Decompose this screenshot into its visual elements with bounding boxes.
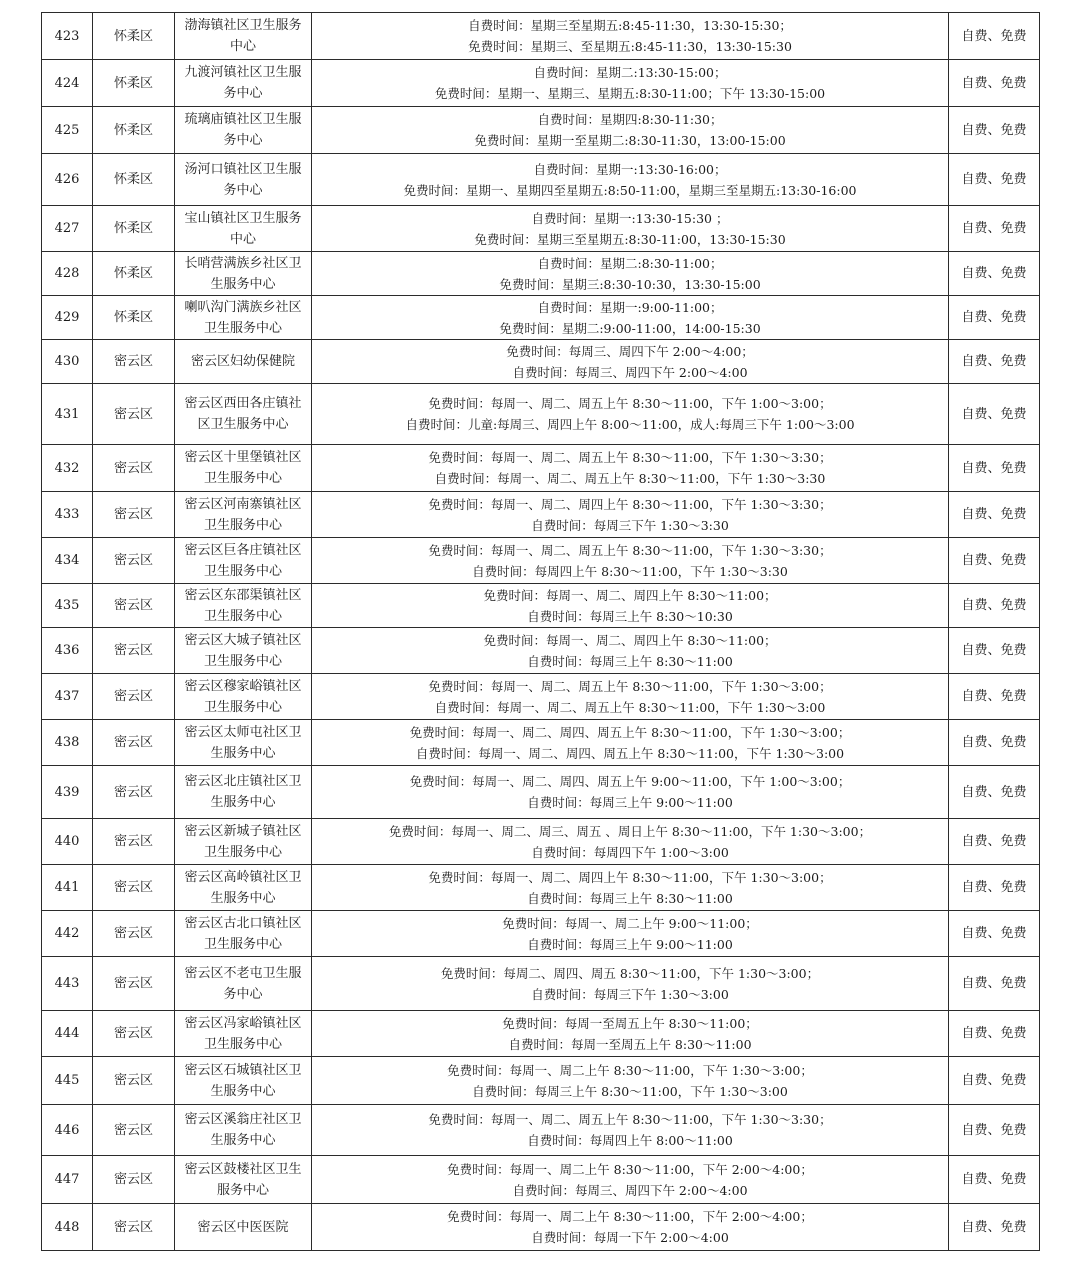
fee-type-cell: 自费、免费 (949, 252, 1040, 296)
table-body (42, 13, 1040, 1251)
service-time-line-1: 免费时间：每周三、周四下午 2:00～4:00； (506, 343, 754, 359)
fee-type-cell: 自费、免费 (949, 296, 1040, 340)
facility-name-cell: 琉璃庙镇社区卫生服务中心 (175, 107, 312, 154)
table-row (42, 154, 1040, 206)
facility-name-cell: 密云区巨各庄镇社区卫生服务中心 (175, 538, 312, 584)
table-row (42, 538, 1040, 584)
facility-name-cell: 密云区妇幼保健院 (175, 340, 312, 384)
row-number-cell: 437 (42, 674, 93, 720)
table-row (42, 384, 1040, 445)
table-row (42, 1156, 1040, 1204)
service-time-line-1: 免费时间：每周二、周四、周五 8:30～11:00，下午 1:30～3:00； (440, 965, 820, 981)
fee-type-cell: 自费、免费 (949, 1057, 1040, 1105)
clinic-schedule-table (41, 12, 1040, 1251)
district-cell: 怀柔区 (93, 13, 175, 60)
fee-type-cell: 自费、免费 (949, 492, 1040, 538)
service-time-cell (312, 13, 949, 60)
table-row (42, 1105, 1040, 1156)
row-number-cell: 439 (42, 766, 93, 819)
table-row (42, 1204, 1040, 1251)
service-time-line-1: 自费时间：星期四:8:30-11:30； (537, 112, 723, 127)
fee-type-cell: 自费、免费 (949, 154, 1040, 206)
service-time-line-2: 免费时间：星期二:9:00-11:00，14:00-15:30 (499, 320, 761, 336)
fee-type-cell: 自费、免费 (949, 584, 1040, 628)
table-row (42, 865, 1040, 911)
service-time-line-2: 自费时间：每周三、周四下午 2:00～4:00 (512, 364, 748, 380)
table-row (42, 107, 1040, 154)
district-cell: 密云区 (93, 1011, 175, 1057)
service-time-cell (312, 340, 949, 384)
service-time-line-1: 自费时间：星期三至星期五:8:45-11:30，13:30-15:30； (468, 18, 792, 33)
district-cell: 密云区 (93, 819, 175, 865)
service-time-line-1: 自费时间：星期一:9:00-11:00； (537, 299, 723, 315)
district-cell: 怀柔区 (93, 60, 175, 107)
service-time-line-2: 自费时间：儿童:每周三、周四上午 8:00～11:00，成人:每周三下午 1:00～3:00 (405, 417, 855, 432)
district-cell: 怀柔区 (93, 296, 175, 340)
service-time-line-1: 免费时间：每周一、周二、周四上午 8:30～11:00，下午 1:30～3:00； (428, 869, 832, 885)
service-time-line-1: 免费时间：每周一、周二、周五上午 8:30～11:00，下午 1:30～3:00； (428, 678, 832, 694)
service-time-line-1: 免费时间：每周一、周二、周四上午 8:30～11:00，下午 1:30～3:30； (428, 496, 832, 512)
district-cell: 怀柔区 (93, 252, 175, 296)
facility-name-cell: 密云区西田各庄镇社区卫生服务中心 (175, 384, 312, 445)
service-time-line-2: 自费时间：每周一至周五上午 8:30～11:00 (508, 1036, 752, 1052)
service-time-cell (312, 1011, 949, 1057)
district-cell: 密云区 (93, 492, 175, 538)
service-time-cell (312, 1156, 949, 1204)
service-time-line-2: 自费时间：每周四下午 1:00～3:00 (531, 844, 729, 860)
row-number-cell: 444 (42, 1011, 93, 1057)
district-cell: 密云区 (93, 1057, 175, 1105)
row-number-cell: 423 (42, 13, 93, 60)
fee-type-cell: 自费、免费 (949, 206, 1040, 252)
service-time-line-2: 自费时间：每周一下午 2:00～4:00 (531, 1230, 729, 1245)
facility-name-cell: 汤河口镇社区卫生服务中心 (175, 154, 312, 206)
service-time-line-2: 自费时间：每周三上午 9:00～11:00 (527, 936, 733, 952)
district-cell: 怀柔区 (93, 107, 175, 154)
service-time-cell (312, 445, 949, 492)
facility-name-cell: 密云区河南寨镇社区卫生服务中心 (175, 492, 312, 538)
fee-type-cell: 自费、免费 (949, 384, 1040, 445)
service-time-cell (312, 206, 949, 252)
service-time-cell (312, 720, 949, 766)
row-number-cell: 425 (42, 107, 93, 154)
service-time-line-2: 自费时间：每周三下午 1:30～3:30 (531, 517, 729, 533)
service-time-line-2: 自费时间：每周三上午 9:00～11:00 (527, 795, 733, 810)
table-row (42, 584, 1040, 628)
facility-name-cell: 密云区东邵渠镇社区卫生服务中心 (175, 584, 312, 628)
service-time-line-2: 免费时间：星期三至星期五:8:30-11:00，13:30-15:30 (474, 231, 786, 247)
service-time-line-2: 免费时间：星期一至星期二:8:30-11:30，13:00-15:00 (474, 133, 786, 148)
service-time-cell (312, 584, 949, 628)
fee-type-cell: 自费、免费 (949, 538, 1040, 584)
service-time-line-1: 免费时间：每周一、周二上午 9:00～11:00； (502, 915, 758, 931)
fee-type-cell: 自费、免费 (949, 819, 1040, 865)
service-time-cell (312, 296, 949, 340)
service-time-line-1: 免费时间：每周一、周二上午 8:30～11:00，下午 2:00～4:00； (447, 1161, 813, 1177)
fee-type-cell: 自费、免费 (949, 1156, 1040, 1204)
table-row (42, 492, 1040, 538)
district-cell: 密云区 (93, 445, 175, 492)
service-time-line-1: 自费时间：星期二:13:30-15:00； (533, 65, 727, 80)
service-time-line-1: 免费时间：每周一、周二上午 8:30～11:00，下午 2:00～4:00； (447, 1209, 813, 1224)
service-time-cell (312, 911, 949, 957)
table-row (42, 340, 1040, 384)
service-time-line-2: 自费时间：每周三下午 1:30～3:00 (531, 986, 729, 1002)
fee-type-cell: 自费、免费 (949, 13, 1040, 60)
row-number-cell: 428 (42, 252, 93, 296)
service-time-line-2: 自费时间：每周一、周二、周四、周五上午 8:30～11:00，下午 1:30～3:00 (415, 745, 845, 761)
service-time-line-1: 免费时间：每周一、周二、周五上午 8:30～11:00，下午 1:30～3:30； (428, 542, 832, 558)
table-row (42, 206, 1040, 252)
fee-type-cell: 自费、免费 (949, 1011, 1040, 1057)
table-row (42, 445, 1040, 492)
row-number-cell: 446 (42, 1105, 93, 1156)
service-time-line-1: 免费时间：每周一、周二、周五上午 8:30～11:00，下午 1:00～3:00； (428, 396, 832, 411)
table-row (42, 1057, 1040, 1105)
fee-type-cell: 自费、免费 (949, 911, 1040, 957)
facility-name-cell: 密云区冯家峪镇社区卫生服务中心 (175, 1011, 312, 1057)
facility-name-cell: 九渡河镇社区卫生服务中心 (175, 60, 312, 107)
service-time-line-1: 免费时间：每周一、周二、周五上午 8:30～11:00，下午 1:30～3:30； (428, 450, 832, 465)
facility-name-cell: 密云区北庄镇社区卫生服务中心 (175, 766, 312, 819)
facility-name-cell: 长哨营满族乡社区卫生服务中心 (175, 252, 312, 296)
district-cell: 密云区 (93, 957, 175, 1011)
district-cell: 密云区 (93, 584, 175, 628)
table-row (42, 766, 1040, 819)
district-cell: 密云区 (93, 766, 175, 819)
fee-type-cell: 自费、免费 (949, 865, 1040, 911)
table-row (42, 296, 1040, 340)
facility-name-cell: 密云区太师屯社区卫生服务中心 (175, 720, 312, 766)
table-row (42, 628, 1040, 674)
service-time-line-2: 自费时间：每周一、周二、周五上午 8:30～11:00，下午 1:30～3:00 (434, 699, 826, 715)
service-time-cell (312, 252, 949, 296)
district-cell: 密云区 (93, 674, 175, 720)
facility-name-cell: 密云区溪翁庄社区卫生服务中心 (175, 1105, 312, 1156)
table-row (42, 911, 1040, 957)
service-time-line-1: 自费时间：星期一:13:30-16:00； (533, 161, 727, 177)
service-time-line-2: 自费时间：每周三上午 8:30～11:00 (527, 653, 733, 669)
district-cell: 密云区 (93, 865, 175, 911)
service-time-cell (312, 492, 949, 538)
service-time-line-1: 免费时间：每周一、周二、周四上午 8:30～11:00； (483, 632, 777, 648)
service-time-line-2: 自费时间：每周三上午 8:30～11:00，下午 1:30～3:00 (472, 1083, 788, 1099)
row-number-cell: 443 (42, 957, 93, 1011)
fee-type-cell: 自费、免费 (949, 1204, 1040, 1251)
table-row (42, 674, 1040, 720)
table-row (42, 957, 1040, 1011)
service-time-cell (312, 1204, 949, 1251)
facility-name-cell: 密云区新城子镇社区卫生服务中心 (175, 819, 312, 865)
district-cell: 密云区 (93, 1204, 175, 1251)
facility-name-cell: 密云区鼓楼社区卫生服务中心 (175, 1156, 312, 1204)
fee-type-cell: 自费、免费 (949, 107, 1040, 154)
facility-name-cell: 宝山镇社区卫生服务中心 (175, 206, 312, 252)
service-time-line-2: 自费时间：每周三上午 8:30～11:00 (527, 890, 733, 906)
table-row (42, 252, 1040, 296)
fee-type-cell: 自费、免费 (949, 60, 1040, 107)
table-row (42, 819, 1040, 865)
service-time-line-1: 免费时间：每周一、周二、周四、周五上午 9:00～11:00，下午 1:00～3:00； (409, 774, 851, 789)
row-number-cell: 442 (42, 911, 93, 957)
table-row (42, 13, 1040, 60)
row-number-cell: 431 (42, 384, 93, 445)
row-number-cell: 434 (42, 538, 93, 584)
row-number-cell: 426 (42, 154, 93, 206)
service-time-line-1: 免费时间：每周一、周二、周三、周五 、周日上午 8:30～11:00，下午 1:30～3:00； (388, 823, 872, 839)
service-time-line-1: 免费时间：每周一、周二、周五上午 8:30～11:00，下午 1:30～3:30； (428, 1112, 832, 1127)
service-time-cell (312, 60, 949, 107)
fee-type-cell: 自费、免费 (949, 1105, 1040, 1156)
row-number-cell: 429 (42, 296, 93, 340)
service-time-line-2: 自费时间：每周三、周四下午 2:00～4:00 (512, 1182, 748, 1198)
row-number-cell: 424 (42, 60, 93, 107)
service-time-cell (312, 819, 949, 865)
facility-name-cell: 渤海镇社区卫生服务中心 (175, 13, 312, 60)
service-time-line-1: 免费时间：每周一、周二上午 8:30～11:00，下午 1:30～3:00； (447, 1062, 813, 1078)
district-cell: 怀柔区 (93, 206, 175, 252)
service-time-line-1: 自费时间：星期二:8:30-11:00； (537, 255, 723, 271)
facility-name-cell: 密云区穆家峪镇社区卫生服务中心 (175, 674, 312, 720)
row-number-cell: 438 (42, 720, 93, 766)
facility-name-cell: 密云区中医医院 (175, 1204, 312, 1251)
row-number-cell: 432 (42, 445, 93, 492)
district-cell: 密云区 (93, 384, 175, 445)
service-time-cell (312, 1057, 949, 1105)
service-time-line-1: 免费时间：每周一至周五上午 8:30～11:00； (502, 1015, 758, 1031)
district-cell: 密云区 (93, 1105, 175, 1156)
table-row (42, 60, 1040, 107)
facility-name-cell: 密云区石城镇社区卫生服务中心 (175, 1057, 312, 1105)
service-time-line-2: 免费时间：星期一、星期四至星期五:8:50-11:00，星期三至星期五:13:30-16:00 (403, 182, 857, 198)
service-time-cell (312, 107, 949, 154)
service-time-line-2: 自费时间：每周三上午 8:30～10:30 (527, 608, 733, 624)
row-number-cell: 436 (42, 628, 93, 674)
row-number-cell: 448 (42, 1204, 93, 1251)
service-time-cell (312, 865, 949, 911)
fee-type-cell: 自费、免费 (949, 720, 1040, 766)
service-time-cell (312, 957, 949, 1011)
district-cell: 密云区 (93, 911, 175, 957)
table-row (42, 720, 1040, 766)
row-number-cell: 445 (42, 1057, 93, 1105)
service-time-line-2: 免费时间：星期三、至星期五:8:45-11:30，13:30-15:30 (468, 39, 792, 54)
service-time-cell (312, 674, 949, 720)
service-time-line-1: 免费时间：每周一、周二、周四、周五上午 8:30～11:00，下午 1:30～3:00； (409, 724, 851, 740)
service-time-line-2: 免费时间：星期一、星期三、星期五:8:30-11:00；下午 13:30-15:00 (434, 86, 826, 101)
row-number-cell: 447 (42, 1156, 93, 1204)
fee-type-cell: 自费、免费 (949, 445, 1040, 492)
service-time-line-2: 免费时间：星期三:8:30-10:30，13:30-15:00 (499, 276, 761, 292)
service-time-cell (312, 628, 949, 674)
table-row (42, 1011, 1040, 1057)
district-cell: 密云区 (93, 720, 175, 766)
fee-type-cell: 自费、免费 (949, 766, 1040, 819)
row-number-cell: 435 (42, 584, 93, 628)
service-time-cell (312, 766, 949, 819)
row-number-cell: 430 (42, 340, 93, 384)
fee-type-cell: 自费、免费 (949, 340, 1040, 384)
district-cell: 密云区 (93, 340, 175, 384)
district-cell: 密云区 (93, 538, 175, 584)
row-number-cell: 433 (42, 492, 93, 538)
service-time-cell (312, 1105, 949, 1156)
fee-type-cell: 自费、免费 (949, 957, 1040, 1011)
service-time-cell (312, 154, 949, 206)
district-cell: 密云区 (93, 628, 175, 674)
row-number-cell: 427 (42, 206, 93, 252)
service-time-line-2: 自费时间：每周四上午 8:30～11:00，下午 1:30～3:30 (472, 563, 788, 579)
row-number-cell: 440 (42, 819, 93, 865)
service-time-cell (312, 538, 949, 584)
service-time-line-2: 自费时间：每周一、周二、周五上午 8:30～11:00，下午 1:30～3:30 (434, 471, 826, 486)
facility-name-cell: 密云区高岭镇社区卫生服务中心 (175, 865, 312, 911)
service-time-cell (312, 384, 949, 445)
facility-name-cell: 密云区大城子镇社区卫生服务中心 (175, 628, 312, 674)
service-time-line-2: 自费时间：每周四上午 8:00～11:00 (527, 1133, 733, 1148)
facility-name-cell: 密云区古北口镇社区卫生服务中心 (175, 911, 312, 957)
facility-name-cell: 喇叭沟门满族乡社区卫生服务中心 (175, 296, 312, 340)
fee-type-cell: 自费、免费 (949, 628, 1040, 674)
facility-name-cell: 密云区十里堡镇社区卫生服务中心 (175, 445, 312, 492)
row-number-cell: 441 (42, 865, 93, 911)
fee-type-cell: 自费、免费 (949, 674, 1040, 720)
facility-name-cell: 密云区不老屯卫生服务中心 (175, 957, 312, 1011)
service-time-line-1: 免费时间：每周一、周二、周四上午 8:30～11:00； (483, 587, 777, 603)
service-time-line-1: 自费时间：星期一:13:30-15:30 ； (531, 210, 729, 226)
district-cell: 怀柔区 (93, 154, 175, 206)
district-cell: 密云区 (93, 1156, 175, 1204)
